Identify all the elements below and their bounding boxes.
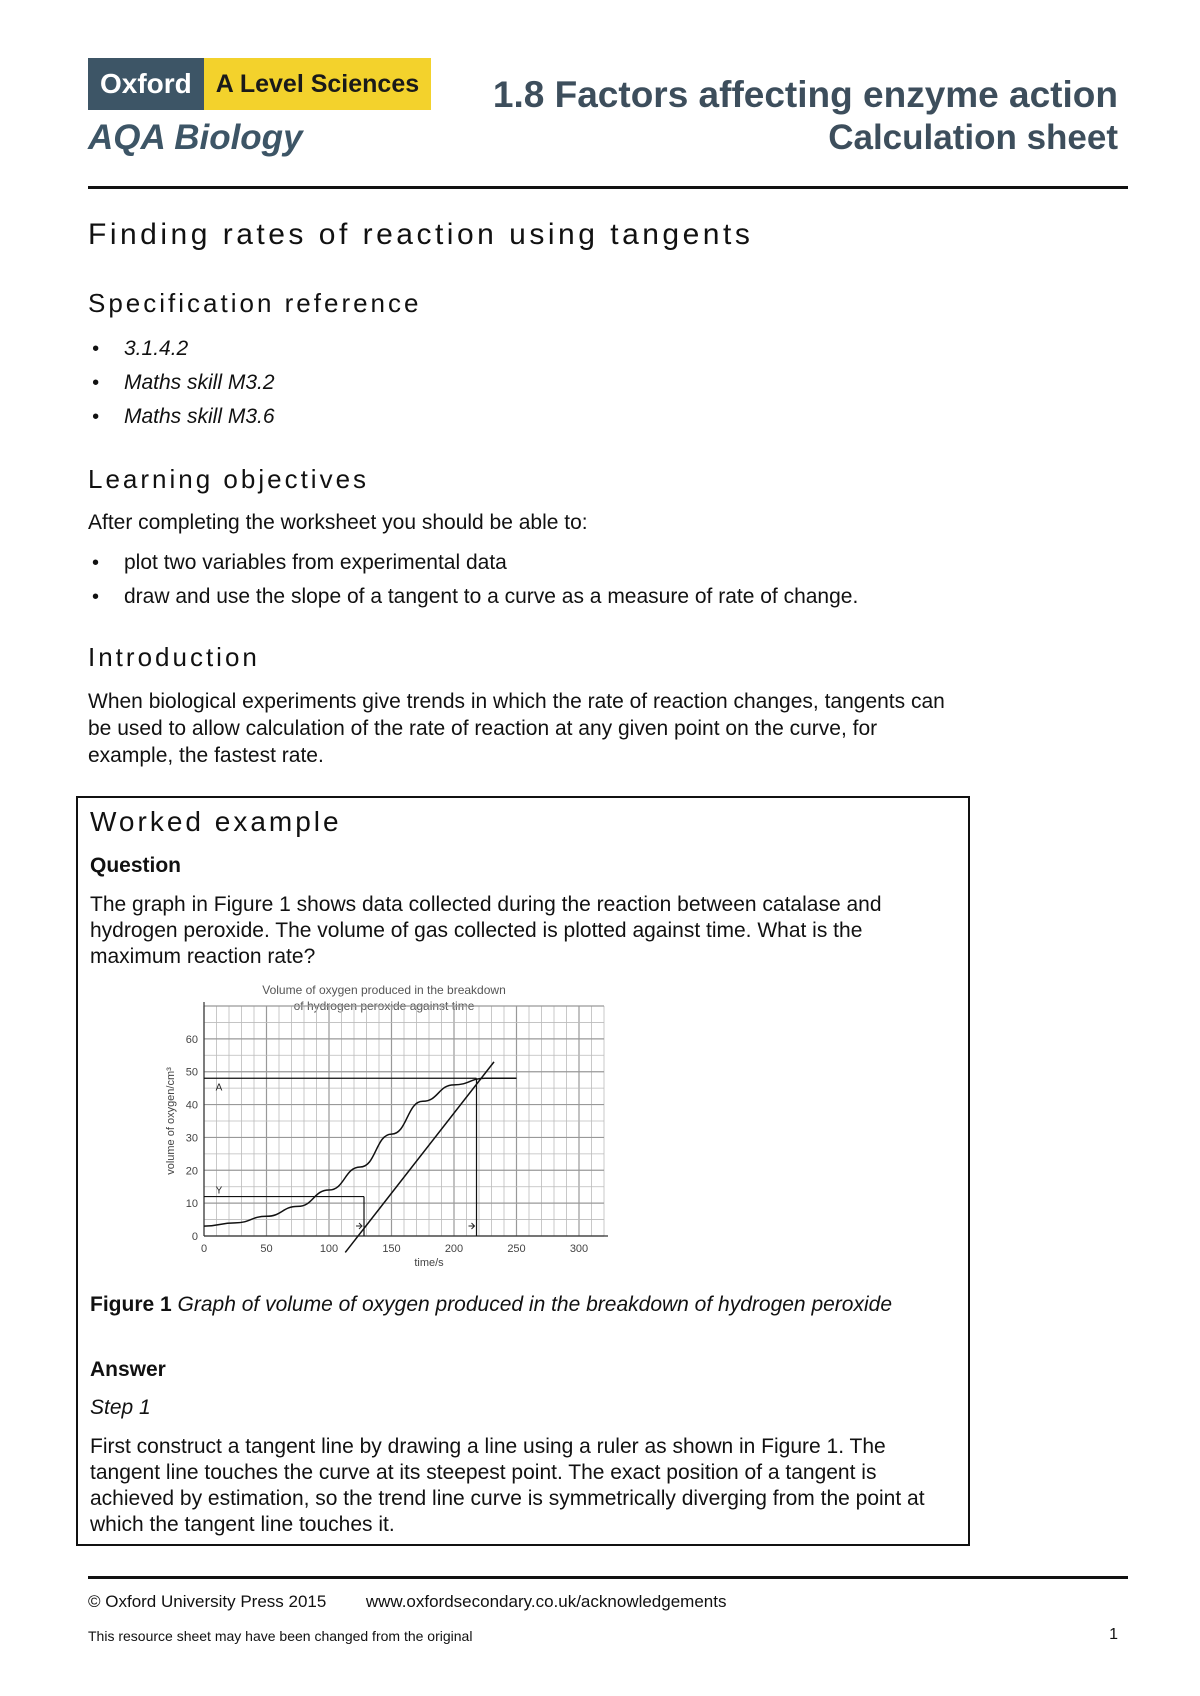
objectives-intro: After completing the worksheet you should be able to: xyxy=(88,511,588,534)
objective-item: • draw and use the slope of a tangent to a curve as a measure of rate of change. xyxy=(88,580,858,614)
acknowledgements-link[interactable]: www.oxfordsecondary.co.uk/acknowledgements xyxy=(365,1592,727,1611)
x-tick-label: 300 xyxy=(569,1243,589,1255)
worked-example-box xyxy=(76,796,970,1546)
question-label: Question xyxy=(90,854,182,877)
intro-text: When biological experiments give trends in which the rate of reaction changes, tangents can be used to allow calculation of the rate of reaction at any given point on the curve, for example, the fastest rate. xyxy=(88,690,945,767)
question-text: The graph in Figure 1 shows data collected during the reaction between catalase and hydrogen peroxide. The volume of gas collected is plotted against time. What is the maximum reaction rate? xyxy=(90,893,882,968)
page-number: 1 xyxy=(1109,1626,1118,1643)
spec-item: • Maths skill M3.6 xyxy=(88,400,275,434)
x-tick-label: 150 xyxy=(382,1243,401,1255)
figure-label: Figure 1 xyxy=(90,1293,172,1316)
x-tick-label: 100 xyxy=(319,1243,339,1255)
sheet-type: Calculation sheet xyxy=(828,118,1118,157)
footer-line xyxy=(88,1592,726,1612)
y-tick-label: 0 xyxy=(191,1231,198,1243)
data-curve xyxy=(204,1078,517,1226)
figure-1-chart xyxy=(158,978,718,1278)
chart-title: of hydrogen peroxide against time xyxy=(293,999,475,1013)
arrow-marker-right xyxy=(469,1223,475,1229)
oxford-logo xyxy=(88,58,431,110)
step-text: First construct a tangent line by drawing a line using a ruler as shown in Figure 1. The tangent line touches the curve at its steepest point. The exact position of a tangent is achieved by estimation, so the trend line curve is symmetrically diverging from the point at which the tangent line touches it. xyxy=(90,1435,925,1536)
figure-caption-text: Graph of volume of oxygen produced in the breakdown of hydrogen peroxide xyxy=(177,1293,892,1316)
arrow-label-y: Y xyxy=(215,1185,223,1197)
y-tick-label: 30 xyxy=(185,1132,198,1145)
spec-item: • 3.1.4.2 xyxy=(88,332,275,366)
header-divider xyxy=(88,186,1128,189)
footer-divider xyxy=(88,1576,1128,1579)
y-tick-label: 50 xyxy=(185,1066,198,1079)
arrow-label-a: A xyxy=(215,1082,223,1094)
step-label: Step 1 xyxy=(90,1396,151,1419)
objectives-heading: Learning objectives xyxy=(88,464,370,494)
chapter-title: 1.8 Factors affecting enzyme action xyxy=(492,74,1118,115)
x-axis-label: time/s xyxy=(414,1257,444,1269)
y-axis-label: volume of oxygen/cm³ xyxy=(165,1067,177,1175)
answer-label: Answer xyxy=(90,1358,166,1381)
x-tick-label: 250 xyxy=(507,1243,526,1255)
spec-heading: Specification reference xyxy=(88,288,422,318)
subject-label: AQA Biology xyxy=(88,118,303,157)
y-tick-label: 10 xyxy=(185,1198,198,1211)
figure-caption xyxy=(90,1292,954,1318)
spec-item: • Maths skill M3.2 xyxy=(88,366,275,400)
worked-example-heading: Worked example xyxy=(90,806,342,837)
objective-item: • plot two variables from experimental data xyxy=(88,546,858,580)
arrow-marker-left xyxy=(356,1223,362,1229)
spec-list xyxy=(88,332,275,434)
logo-brand: Oxford xyxy=(88,58,204,110)
y-tick-label: 20 xyxy=(185,1165,198,1178)
disclaimer-text: This resource sheet may have been changed from the original xyxy=(88,1628,473,1644)
intro-heading: Introduction xyxy=(88,642,260,672)
logo-series: A Level Sciences xyxy=(204,58,431,110)
x-tick-label: 50 xyxy=(260,1243,273,1255)
page-title: Finding rates of reaction using tangents xyxy=(88,218,754,251)
x-tick-label: 0 xyxy=(200,1243,208,1255)
chart-title: Volume of oxygen produced in the breakdown xyxy=(262,983,506,997)
x-tick-label: 200 xyxy=(444,1243,464,1255)
objectives-list xyxy=(88,546,858,614)
y-tick-label: 60 xyxy=(185,1033,198,1046)
y-tick-label: 40 xyxy=(185,1099,198,1112)
copyright-text: © Oxford University Press 2015 xyxy=(88,1592,327,1611)
